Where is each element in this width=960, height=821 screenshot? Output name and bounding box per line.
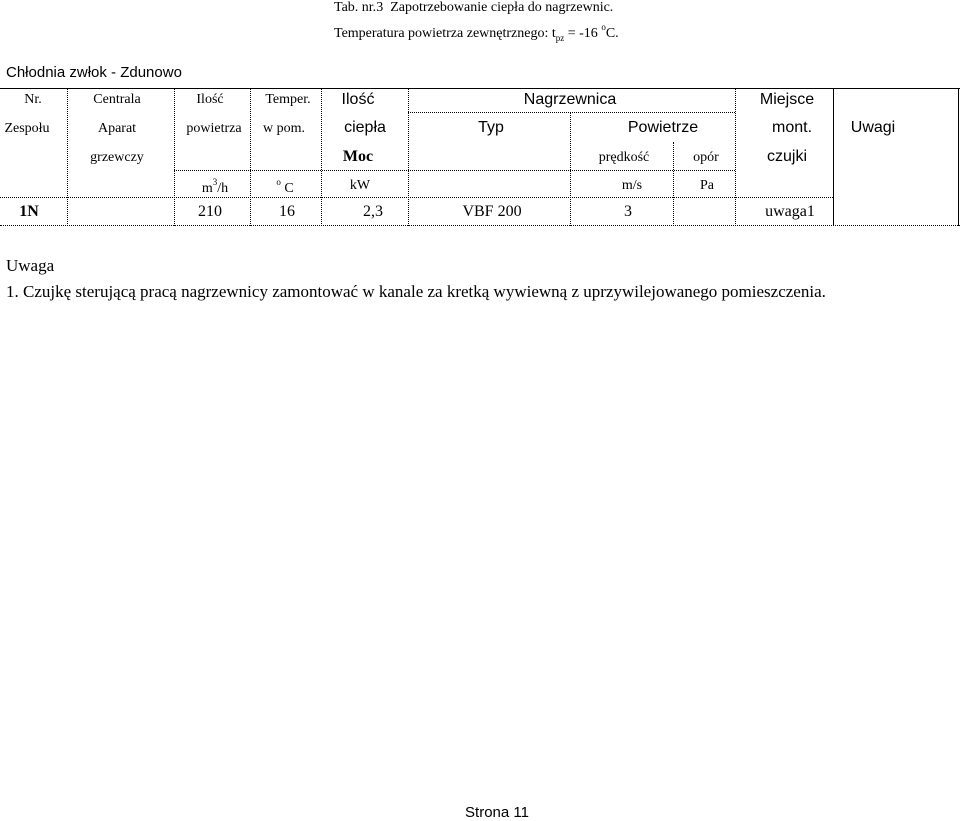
- table-title: Tab. nr.3 Zapotrzebowanie ciepła do nagrzewnic.: [334, 0, 614, 15]
- unit-temperature: $^o$ C: [276, 177, 294, 196]
- header-temper: Temper.: [265, 92, 311, 107]
- col-divider: [321, 88, 322, 226]
- temperature-line: Temperatura powietrza zewnętrznego: $t_{pz} = -16$ $^o$C.: [334, 22, 619, 43]
- cell-moc: 2,3: [363, 203, 383, 220]
- unit-pressure: Pa: [700, 178, 714, 193]
- col-divider: [174, 88, 175, 226]
- header-powietrza: powietrza: [186, 121, 242, 136]
- header-nr: Nr.: [24, 92, 42, 107]
- cell-temper: 16: [279, 203, 295, 220]
- header-moc: Moc: [342, 148, 374, 165]
- header-ilosc-ciepla: Ilość: [341, 91, 375, 108]
- header-zespolu: Zespołu: [4, 121, 50, 136]
- note-item: 1. Czujkę sterującą pracą nagrzewnicy zamontować w kanale za kretką wywiewną z uprzywilejowanego pomieszczenia.: [6, 282, 826, 301]
- col-divider: [67, 88, 68, 226]
- cell-miejsce: uwaga1: [765, 203, 815, 220]
- header-typ: Typ: [478, 119, 504, 136]
- header-czujki: czujki: [766, 148, 808, 165]
- header-centrala: Centrala: [93, 92, 141, 107]
- header-uwagi: Uwagi: [850, 119, 896, 136]
- unit-power: kW: [349, 178, 371, 193]
- table-separator-uwagi: [833, 88, 834, 226]
- header-predkosc: prędkość: [598, 150, 650, 165]
- col-divider: [735, 88, 736, 226]
- header-aparat: Aparat: [97, 121, 137, 136]
- col-divider: [673, 142, 674, 226]
- page-number: Strona 11: [465, 804, 529, 821]
- cell-predkosc: 3: [624, 203, 632, 220]
- cell-nr: 1N: [19, 203, 39, 220]
- col-divider: [250, 88, 251, 226]
- header-ilosc-powietrza: Ilość: [196, 92, 224, 107]
- header-mont: mont.: [771, 119, 813, 136]
- table-border-top: [0, 88, 960, 89]
- row-divider: [408, 112, 735, 113]
- row-divider: [0, 197, 833, 198]
- header-opor: opór: [693, 150, 719, 165]
- header-powietrze: Powietrze: [627, 119, 699, 136]
- header-grzewczy: grzewczy: [90, 150, 144, 165]
- header-w-pom: w pom.: [263, 121, 305, 136]
- row-divider: [174, 170, 735, 171]
- cell-typ: VBF 200: [462, 203, 522, 220]
- row-divider: [0, 225, 960, 226]
- unit-speed: m/s: [621, 178, 643, 193]
- notes-title: Uwaga: [6, 256, 55, 275]
- unit-flow: $m^3/h$: [201, 177, 229, 196]
- header-miejsce: Miejsce: [759, 91, 815, 108]
- table-border-right: [958, 88, 959, 226]
- header-nagrzewnica: Nagrzewnica: [523, 91, 617, 108]
- cell-ilosc-powietrza: 210: [198, 203, 222, 220]
- col-divider: [408, 88, 409, 226]
- subtitle: Chłodnia zwłok - Zdunowo: [6, 64, 182, 81]
- header-ciepla: ciepła: [344, 119, 386, 136]
